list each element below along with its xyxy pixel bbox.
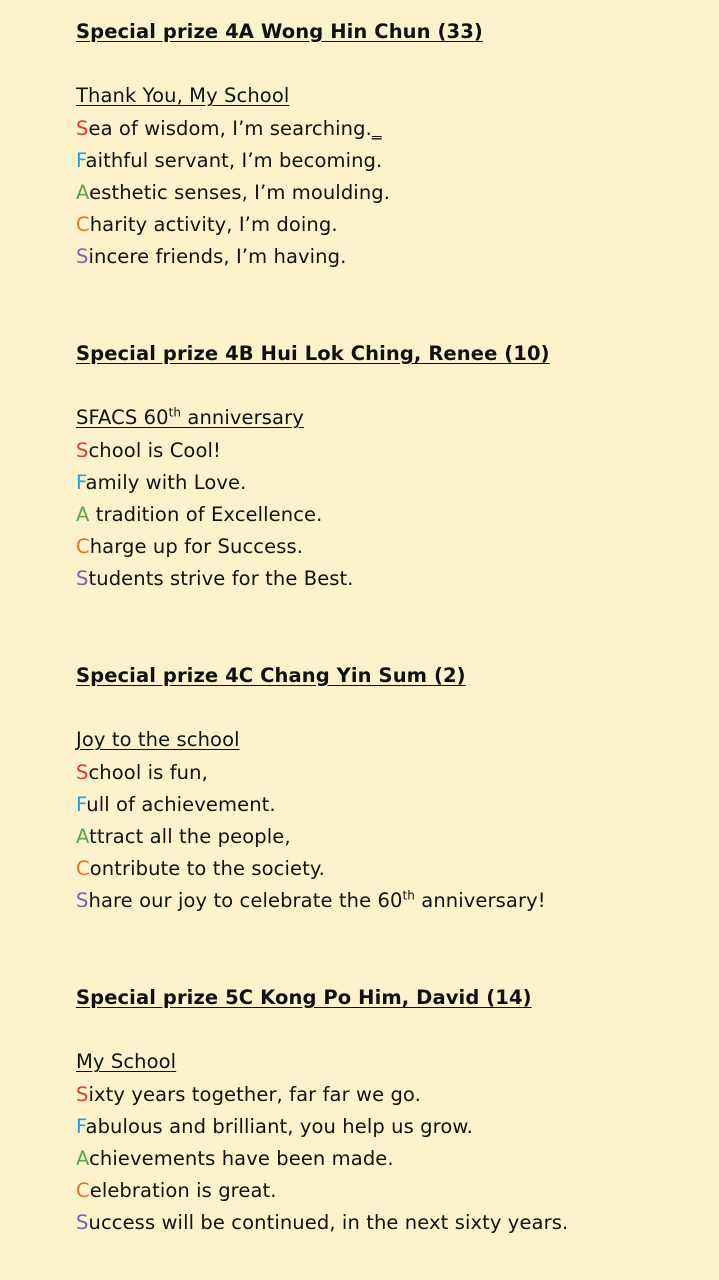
poem-title: Joy to the school	[76, 728, 240, 752]
acrostic-initial: A	[76, 502, 90, 526]
poem-line	[76, 1111, 696, 1143]
poem-line	[76, 145, 696, 177]
acrostic-initial: S	[76, 567, 89, 591]
poem-line-text: abulous and brilliant, you help us grow.	[85, 1114, 473, 1138]
acrostic-initial: S	[76, 245, 89, 269]
prize-entry-5c	[76, 982, 696, 1240]
acrostic-initial: C	[76, 857, 90, 881]
acrostic-initial: A	[76, 1146, 90, 1170]
ordinal-suffix: th	[402, 888, 415, 903]
poem-line-text: tradition of Excellence.	[89, 502, 323, 526]
acrostic-initial: S	[76, 889, 89, 913]
acrostic-initial: S	[76, 438, 89, 462]
entry-heading: Special prize 4B Hui Lok Ching, Renee (10)	[76, 342, 550, 365]
poem-title: Thank You, My School	[76, 84, 290, 108]
acrostic-initial: F	[76, 1114, 86, 1138]
poem-line-text: uccess will be continued, in the next sixty years.	[88, 1211, 569, 1235]
poem-line-text: anniversary!	[415, 889, 546, 913]
poem-line	[76, 885, 696, 917]
entry-heading: Special prize 4C Chang Yin Sum (2)	[76, 664, 466, 687]
poem-title: SFACS 60th anniversary	[76, 405, 304, 430]
entry-heading: Special prize 5C Kong Po Him, David (14)	[76, 986, 532, 1009]
poem-line	[76, 499, 696, 531]
acrostic-initial: A	[76, 824, 90, 848]
poem-line-text: chool is fun,	[88, 760, 208, 784]
poem-line-text: ea of wisdom, I’m searching.	[88, 116, 372, 140]
prize-entry-4b	[76, 338, 696, 596]
acrostic-initial: F	[76, 792, 87, 816]
poem-line	[76, 821, 696, 853]
poem-line	[76, 789, 696, 821]
acrostic-initial: F	[76, 148, 86, 172]
poem-line	[76, 1175, 696, 1207]
poem-title: My School	[76, 1050, 177, 1074]
poem-line	[76, 757, 696, 789]
poem-line-text: ixty years together, far far we go.	[88, 1082, 421, 1106]
poem-line	[76, 113, 696, 145]
poem-line	[76, 853, 696, 885]
acrostic-initial: C	[76, 535, 90, 559]
poem-line-text: ontribute to the society.	[89, 857, 325, 881]
poem-line-text: incere friends, I’m having.	[88, 245, 347, 269]
poem-line-text: harity activity, I’m doing.	[89, 213, 338, 237]
poem-line	[76, 1143, 696, 1175]
poem-line-text: harge up for Success.	[89, 535, 304, 559]
poem-line	[76, 1207, 696, 1239]
acrostic-initial: S	[76, 1211, 89, 1235]
poem-line	[76, 563, 696, 595]
poem-line	[76, 241, 696, 273]
poem-line-text: chool is Cool!	[88, 438, 221, 462]
prize-entry-4a	[76, 16, 696, 274]
poem-line	[76, 209, 696, 241]
acrostic-initial: S	[76, 116, 89, 140]
acrostic-initial: S	[76, 760, 89, 784]
poem-line	[76, 531, 696, 563]
poem-line-text: tudents strive for the Best.	[88, 567, 354, 591]
acrostic-initial: A	[76, 180, 90, 204]
poem-line-text: elebration is great.	[89, 1179, 277, 1203]
poem-line-text: hare our joy to celebrate the 60	[88, 889, 403, 913]
poem-line-text: chievements have been made.	[89, 1146, 394, 1170]
poem-line	[76, 177, 696, 209]
poem-line	[76, 467, 696, 499]
poem-line-text: aithful servant, I’m becoming.	[85, 148, 383, 172]
acrostic-initial: S	[76, 1082, 89, 1106]
prize-entry-4c	[76, 660, 696, 918]
poem-line	[76, 1079, 696, 1111]
poem-line-text: ttract all the people,	[89, 824, 291, 848]
poem-line-text: amily with Love.	[85, 470, 247, 494]
poem-line-text: esthetic senses, I’m moulding.	[89, 180, 391, 204]
entry-heading: Special prize 4A Wong Hin Chun (33)	[76, 20, 483, 43]
poem-line-text: ull of achievement.	[86, 792, 276, 816]
trailing-mark: _	[371, 116, 382, 140]
acrostic-initial: C	[76, 213, 90, 237]
poem-line	[76, 435, 696, 467]
acrostic-initial: C	[76, 1179, 90, 1203]
acrostic-initial: F	[76, 470, 86, 494]
